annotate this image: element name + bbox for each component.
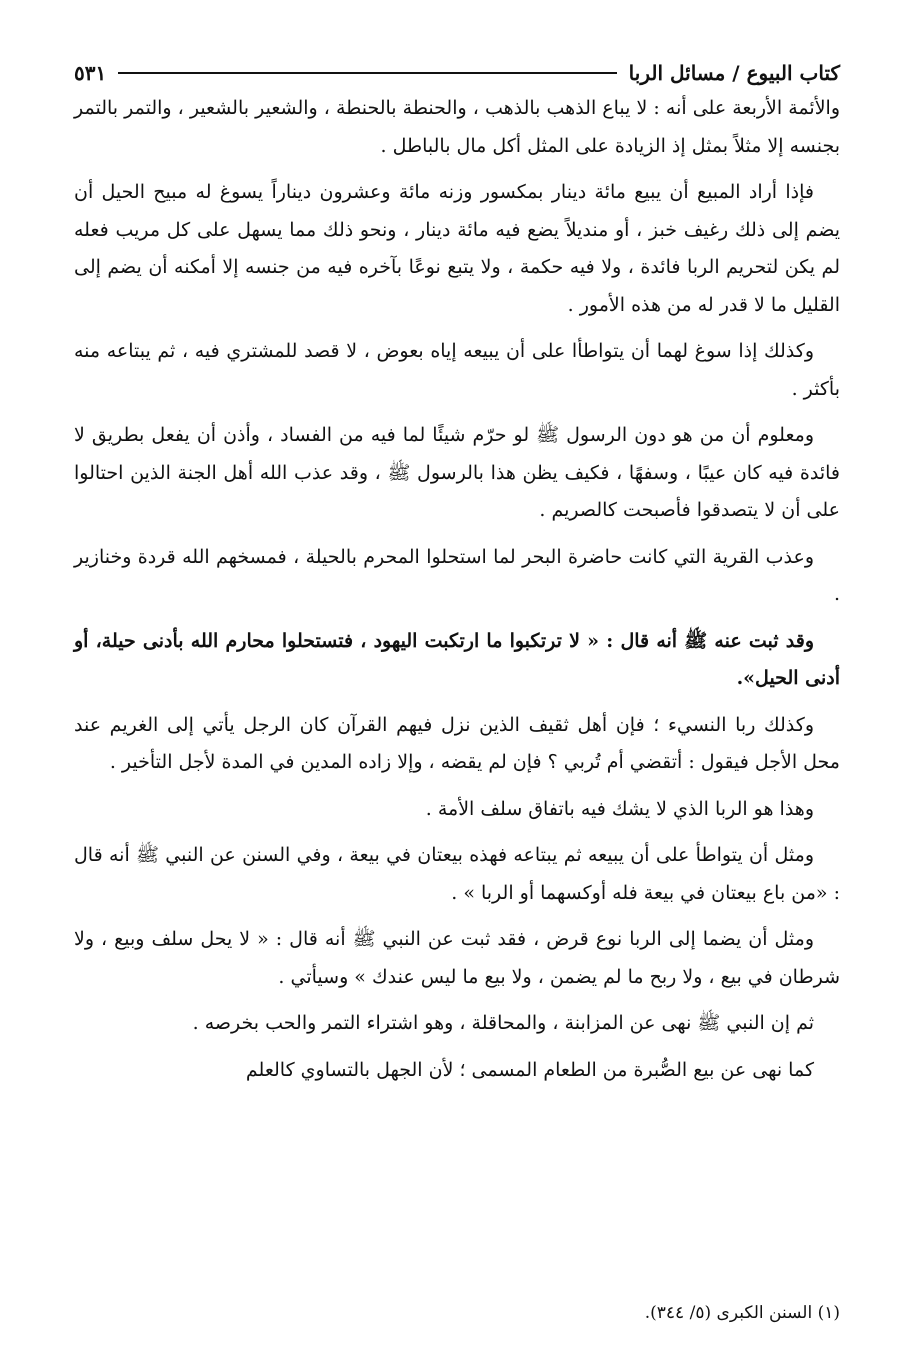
footnote [74,1300,840,1326]
paragraph: ومثل أن يضما إلى الربا نوع قرض ، فقد ثبت عن النبي ﷺ أنه قال : « لا يحل سلف وبيع ، ولا شرطان في بيع ، ولا ربح ما لم يضمن ، ولا بيع ما ليس عندك » وسيأتي . [74,928,840,988]
paragraph: وعذب القرية التي كانت حاضرة البحر لما استحلوا المحرم بالحيلة ، فمسخهم الله قردة وخنازير . [74,545,840,605]
page-number: ٥٣١ [74,61,107,85]
running-title: كتاب البيوع / مسائل الربا [628,61,840,85]
header-rule [118,72,616,74]
paragraph: وكذلك ربا النسيء ؛ فإن أهل ثقيف الذين نزل فيهم القرآن كان الرجل يأتي إلى الغريم عند محل الأجل فيقول : أتقضي أم تُربي ؟ فإن لم يقضه ، وإلا زاده المدين في المدة لأجل التأخير . [74,713,840,773]
body-text [74,90,840,1089]
paragraph: كما نهى عن بيع الصُّبرة من الطعام المسمى ؛ لأن الجهل بالتساوي كالعلم [245,1058,814,1081]
paragraph: ومعلوم أن من هو دون الرسول ﷺ لو حرّم شيئًا لما فيه من الفساد ، وأذن أن يفعل بطريق لا فائدة فيه كان عيبًا ، وسفهًا ، فكيف يظن هذا بالرسول ﷺ ، وقد عذب الله أهل الجنة الذين احتالوا على أن لا يتصدقوا فأصبحت كالصريم . [74,424,840,521]
paragraph: ومثل أن يتواطأ على أن يبيعه ثم يبتاعه فهذه بيعتان في بيعة ، وفي السنن عن النبي ﷺ أنه قال : «من باع بيعتان في بيعة فله أوكسهما أو الربا » . [74,844,840,904]
paragraph: وهذا هو الربا الذي لا يشك فيه باتفاق سلف الأمة . [425,797,814,820]
footnote-text: (١) السنن الكبرى (٥/ ٣٤٤). [644,1303,840,1323]
paragraph: ثم إن النبي ﷺ نهى عن المزابنة ، والمحاقلة ، وهو اشتراء التمر والحب بخرصه . [192,1012,814,1034]
page-header [74,56,840,90]
paragraph: وكذلك إذا سوغ لهما أن يتواطأا على أن يبيعه إياه بعوض ، لا قصد للمشتري فيه ، ثم يبتاعه منه بأكثر . [74,340,840,400]
paragraph-hadith: وقد ثبت عنه ﷺ أنه قال : « لا ترتكبوا ما ارتكبت اليهود ، فتستحلوا محارم الله بأدنى حيلة، أو أدنى الحيل». [74,629,840,689]
book-page [74,56,840,1098]
paragraph: فإذا أراد المبيع أن يبيع مائة دينار بمكسور وزنه مائة وعشرون ديناراً يسوغ له مبيح الحيل أن يضم إلى ذلك رغيف خبز ، أو منديلاً يضع فيه مائة دينار ، ونحو ذلك مما يسهل على كل مريب فعله لم يكن لتحريم الربا فائدة ، ولا فيه حكمة ، ولا يتبع نوعًا بآخره فيه من جنسه إلا أمكنه أن يضم إلى القليل ما لا قدر له من هذه الأمور . [74,181,840,316]
paragraph: والأئمة الأربعة على أنه : لا يباع الذهب بالذهب ، والحنطة بالحنطة ، والشعير بالشعير ، والتمر بالتمر بجنسه إلا مثلاً بمثل إذ الزيادة على المثل أكل مال بالباطل . [74,97,840,157]
